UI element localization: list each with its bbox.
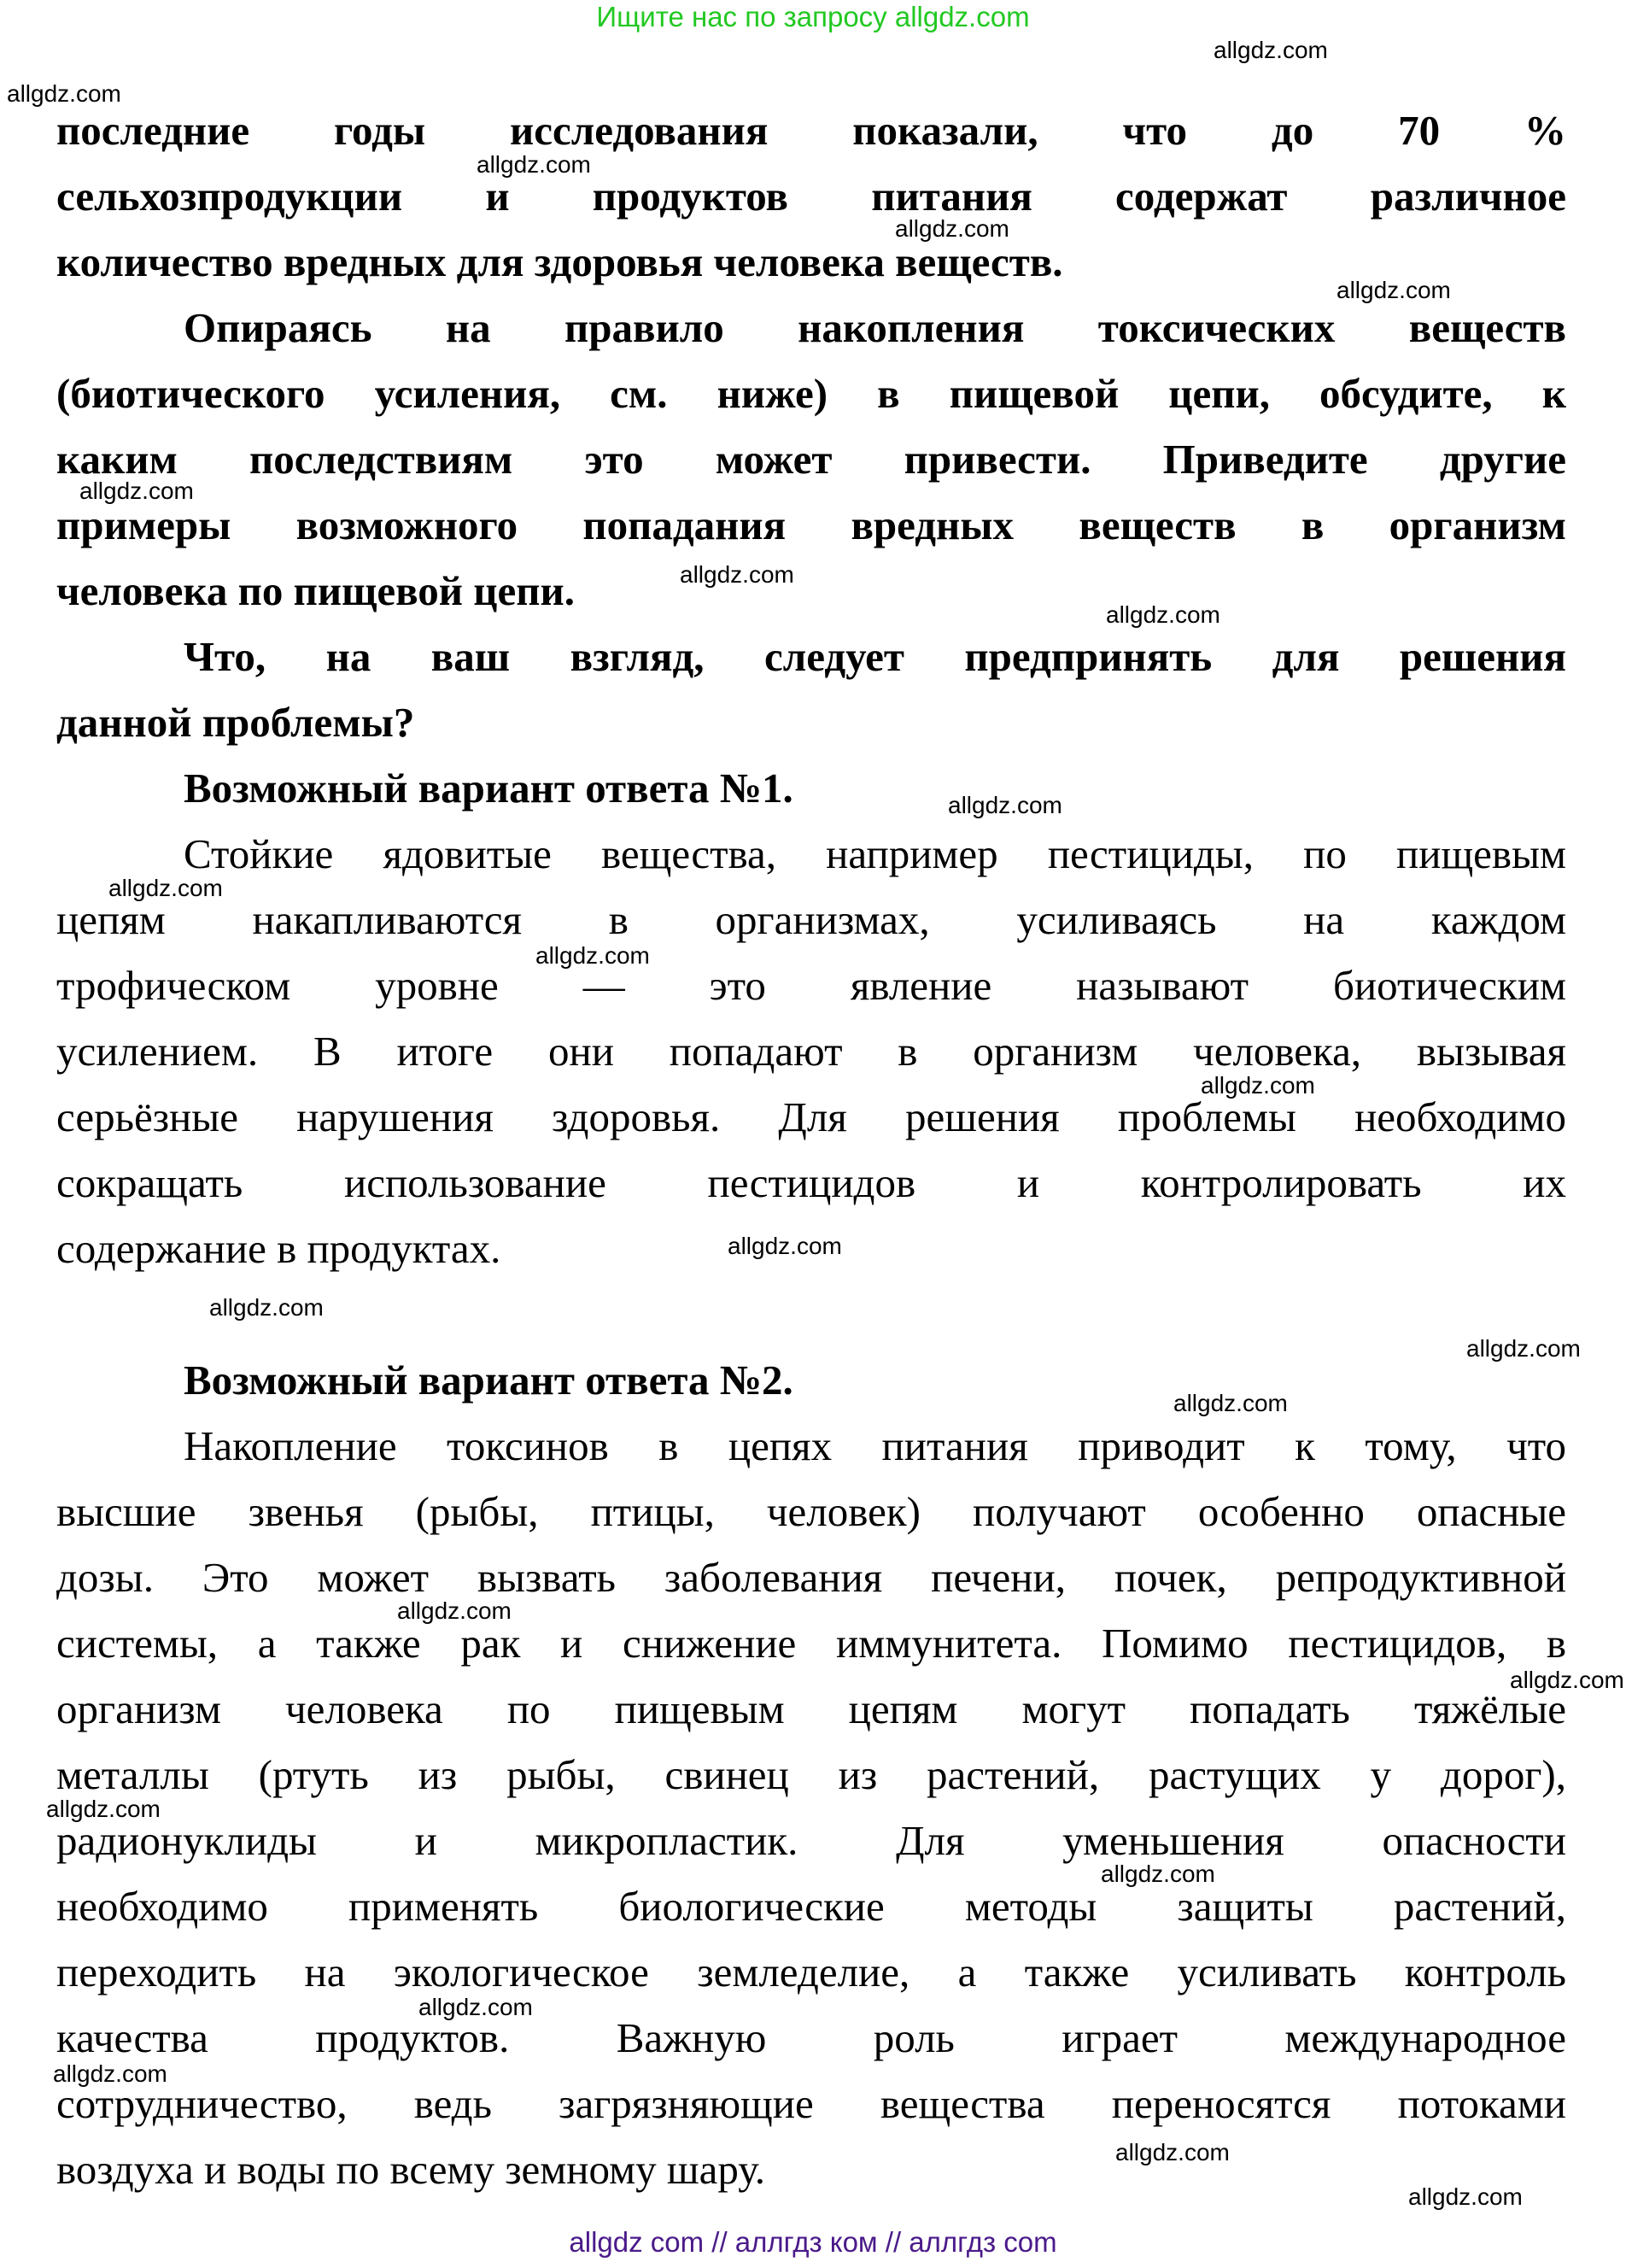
- text-line: человека по пищевой цепи.: [56, 567, 575, 614]
- text-line: дозы. Это может вызвать заболевания печени, почек, репродуктивной: [56, 1554, 1566, 1601]
- watermark: allgdz.com: [79, 478, 194, 504]
- text-line: данной проблемы?: [56, 699, 415, 746]
- watermark: allgdz.com: [1336, 277, 1451, 303]
- text-line: серьёзные нарушения здоровья. Для решения проблемы необходимо: [56, 1093, 1566, 1140]
- watermark: allgdz.com: [7, 80, 121, 107]
- watermark: allgdz.com: [680, 561, 794, 588]
- text-line: Опираясь на правило накопления токсических веществ: [184, 304, 1566, 351]
- search-banner: Ищите нас по запросу allgdz.com: [596, 1, 1030, 32]
- watermark: allgdz.com: [1201, 1072, 1315, 1099]
- watermark: allgdz.com: [209, 1294, 324, 1321]
- text-line: высшие звенья (рыбы, птицы, человек) получают особенно опасные: [56, 1488, 1566, 1535]
- watermark: allgdz.com: [535, 942, 650, 969]
- text-line: трофическом уровне — это явление называют биотическим: [56, 962, 1566, 1009]
- watermark: allgdz.com: [418, 1994, 533, 2020]
- watermark: allgdz.com: [895, 215, 1009, 242]
- text-line: качества продуктов. Важную роль играет международное: [56, 2014, 1566, 2061]
- watermark: allgdz.com: [108, 875, 223, 901]
- text-line: системы, а также рак и снижение иммунитета. Помимо пестицидов, в: [56, 1620, 1566, 1667]
- footer-banner: allgdz com // аллгдз ком // аллгдз com: [569, 2226, 1057, 2258]
- watermark: allgdz.com: [948, 792, 1062, 818]
- watermark: allgdz.com: [1510, 1667, 1624, 1693]
- watermark: allgdz.com: [1101, 1861, 1215, 1887]
- watermark: allgdz.com: [728, 1233, 842, 1259]
- watermark: allgdz.com: [1115, 2139, 1230, 2165]
- text-line: сельхозпродукции и продуктов питания содержат различное: [56, 173, 1566, 220]
- text-line: Стойкие ядовитые вещества, например пестициды, по пищевым: [184, 830, 1566, 877]
- text-line: радионуклиды и микропластик. Для уменьшения опасности: [56, 1817, 1566, 1864]
- text-line: (биотического усиления, см. ниже) в пищевой цепи, обсудите, к: [56, 370, 1566, 417]
- text-line: переходить на экологическое земледелие, а также усиливать контроль: [56, 1949, 1566, 1995]
- watermark: allgdz.com: [1408, 2183, 1523, 2210]
- text-line: сотрудничество, ведь загрязняющие вещества переносятся потоками: [56, 2080, 1566, 2127]
- watermark: allgdz.com: [477, 151, 591, 178]
- watermark: allgdz.com: [53, 2060, 167, 2087]
- watermark: allgdz.com: [1214, 37, 1328, 63]
- text-line: сокращать использование пестицидов и контролировать их: [56, 1159, 1566, 1206]
- text-line: количество вредных для здоровья человека веществ.: [56, 238, 1063, 285]
- text-line: Накопление токсинов в цепях питания приводит к тому, что: [184, 1422, 1566, 1469]
- answer-heading: Возможный вариант ответа №1.: [184, 765, 793, 812]
- text-line: организм человека по пищевым цепям могут попадать тяжёлые: [56, 1685, 1566, 1732]
- answer-heading: Возможный вариант ответа №2.: [184, 1357, 793, 1404]
- text-line: необходимо применять биологические методы защиты растений,: [56, 1883, 1566, 1930]
- watermark: allgdz.com: [1466, 1335, 1581, 1362]
- text-line: воздуха и воды по всему земному шару.: [56, 2146, 766, 2193]
- text-line: последние годы исследования показали, что до 70 %: [56, 107, 1566, 154]
- watermark: allgdz.com: [1173, 1390, 1288, 1416]
- watermark: allgdz.com: [1106, 601, 1220, 628]
- text-line: цепям накапливаются в организмах, усиливаясь на каждом: [56, 896, 1566, 943]
- watermark: allgdz.com: [46, 1796, 161, 1822]
- text-line: Что, на ваш взгляд, следует предпринять для решения: [184, 633, 1566, 680]
- text-line: усилением. В итоге они попадают в организм человека, вызывая: [56, 1028, 1566, 1075]
- text-line: содержание в продуктах.: [56, 1225, 501, 1272]
- text-line: примеры возможного попадания вредных веществ в организм: [56, 501, 1566, 548]
- watermark: allgdz.com: [397, 1597, 512, 1624]
- text-line: металлы (ртуть из рыбы, свинец из растений, растущих у дорог),: [56, 1751, 1566, 1798]
- text-line: каким последствиям это может привести. Приведите другие: [56, 436, 1566, 483]
